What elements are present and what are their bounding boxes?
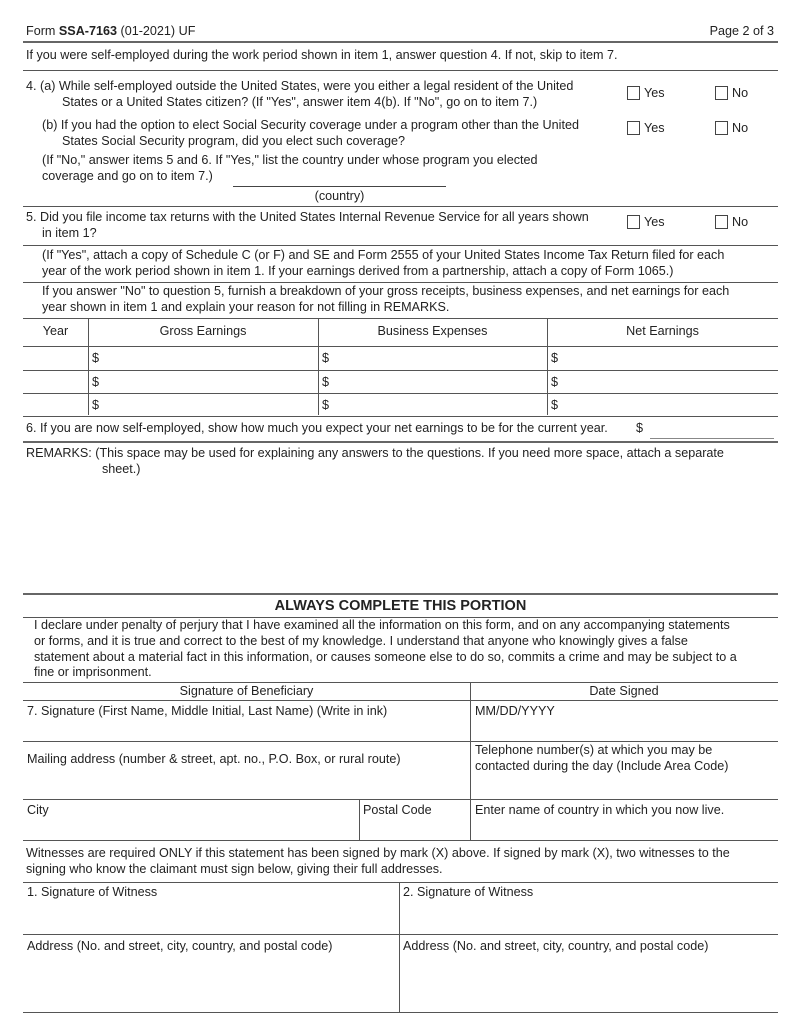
checkbox-icon[interactable] xyxy=(715,215,728,229)
mailing-address-input[interactable] xyxy=(24,770,468,798)
checkbox-icon[interactable] xyxy=(627,215,640,229)
business-expenses-input-row2[interactable] xyxy=(332,372,545,393)
declaration-line4: fine or imprisonment. xyxy=(34,665,152,679)
declaration-line1: I declare under penalty of perjury that I have examined all the information on this form, and on any accompanying statements xyxy=(34,618,730,632)
q4-note-line2: coverage and go on to item 7.) xyxy=(42,169,213,183)
divider xyxy=(23,282,778,283)
expected-net-earnings-input[interactable] xyxy=(650,420,774,439)
divider xyxy=(23,1012,778,1013)
divider xyxy=(23,245,778,246)
witness1-address-label: Address (No. and street, city, country, and postal code) xyxy=(27,939,333,953)
q4-note-line1: (If "No," answer items 5 and 6. If "Yes," list the country under whose program you elected xyxy=(42,153,538,167)
witness2-signature-input[interactable] xyxy=(401,902,776,933)
divider xyxy=(23,882,778,883)
yes-label: Yes xyxy=(644,86,665,100)
yes-label: Yes xyxy=(644,215,665,229)
q4b-text-line2: States Social Security program, did you elect such coverage? xyxy=(62,134,406,148)
q4a-no-checkbox[interactable] xyxy=(715,86,748,100)
header-year: Year xyxy=(42,324,69,338)
table-top-border xyxy=(23,318,778,319)
page-number: Page 2 of 3 xyxy=(709,24,774,38)
section-title: ALWAYS COMPLETE THIS PORTION xyxy=(274,598,527,614)
divider xyxy=(23,799,778,800)
currency-symbol: $ xyxy=(636,421,644,435)
postal-code-input[interactable] xyxy=(361,819,468,839)
year-input-row1[interactable] xyxy=(24,348,87,369)
q5-yes-instruction-line2: year of the work period shown in item 1. If your earnings derived from a partnership, attach a copy of Form 1065.) xyxy=(42,264,674,278)
col-divider xyxy=(399,882,400,1012)
gross-earnings-input-row3[interactable] xyxy=(102,395,316,415)
checkbox-icon[interactable] xyxy=(715,86,728,100)
form-prefix: Form xyxy=(26,24,59,38)
business-expenses-input-row3[interactable] xyxy=(332,395,545,415)
checkbox-icon[interactable] xyxy=(715,121,728,135)
net-earnings-input-row3[interactable] xyxy=(561,395,776,415)
header-gross-earnings: Gross Earnings xyxy=(159,324,247,338)
witness-instruction-line2: signing who know the claimant must sign below, giving their full addresses. xyxy=(26,862,443,876)
currency-symbol: $ xyxy=(322,375,330,389)
form-revision: (01-2021) UF xyxy=(117,24,196,38)
year-input-row3[interactable] xyxy=(24,395,87,415)
currency-symbol: $ xyxy=(322,398,330,412)
form-identifier xyxy=(26,24,195,40)
divider xyxy=(23,206,778,207)
currency-symbol: $ xyxy=(322,351,330,365)
yes-label: Yes xyxy=(644,121,665,135)
divider xyxy=(23,593,778,595)
business-expenses-input-row1[interactable] xyxy=(332,348,545,369)
witness-instruction-line1: Witnesses are required ONLY if this statement has been signed by mark (X) above. If signed by mark (X), two witnesses to the xyxy=(26,846,730,860)
remarks-label-line1: REMARKS: (This space may be used for explaining any answers to the questions. If you need more space, attach a separate xyxy=(26,446,724,460)
witness2-address-label: Address (No. and street, city, country, and postal code) xyxy=(403,939,709,953)
gross-earnings-input-row1[interactable] xyxy=(102,348,316,369)
country-input[interactable] xyxy=(233,170,446,187)
country-label: (country) xyxy=(314,189,365,203)
currency-symbol: $ xyxy=(92,351,100,365)
table-row-divider xyxy=(23,370,778,371)
checkbox-icon[interactable] xyxy=(627,121,640,135)
currency-symbol: $ xyxy=(551,351,559,365)
col-divider xyxy=(470,682,471,840)
date-placeholder: MM/DD/YYYY xyxy=(475,704,555,718)
intro-instruction: If you were self-employed during the work period shown in item 1, answer question 4. If not, skip to item 7. xyxy=(26,48,618,62)
q6-text: 6. If you are now self-employed, show how much you expect your net earnings to be for the current year. xyxy=(26,421,608,435)
currency-symbol: $ xyxy=(551,398,559,412)
gross-earnings-input-row2[interactable] xyxy=(102,372,316,393)
witness2-signature-label: 2. Signature of Witness xyxy=(403,885,534,899)
q4b-yes-checkbox[interactable] xyxy=(627,121,665,135)
divider xyxy=(23,741,778,742)
col-divider xyxy=(359,799,360,840)
q5-text-line2: in item 1? xyxy=(42,226,97,240)
checkbox-icon[interactable] xyxy=(627,86,640,100)
table-bottom-border xyxy=(23,416,778,417)
date-signed-input[interactable] xyxy=(472,720,776,740)
date-header: Date Signed xyxy=(589,684,659,698)
q5-text-line1: 5. Did you file income tax returns with the United States Internal Revenue Service for all years shown xyxy=(26,210,589,224)
divider xyxy=(23,682,778,683)
header-business-expenses: Business Expenses xyxy=(377,324,488,338)
year-input-row2[interactable] xyxy=(24,372,87,393)
q5-yes-instruction-line1: (If "Yes", attach a copy of Schedule C (or F) and SE and Form 2555 of your United States Income Tax Return filed for each xyxy=(42,248,725,262)
witness1-address-input[interactable] xyxy=(24,956,397,1011)
telephone-input[interactable] xyxy=(472,777,776,798)
q4b-no-checkbox[interactable] xyxy=(715,121,748,135)
divider xyxy=(23,700,778,701)
witness1-signature-label: 1. Signature of Witness xyxy=(27,885,158,899)
q5-yes-checkbox[interactable] xyxy=(627,215,665,229)
declaration-line2: or forms, and it is true and correct to the best of my knowledge. I understand that anyone who knowingly gives a false xyxy=(34,634,688,648)
q5-no-instruction-line2: year shown in item 1 and explain your reason for not filling in REMARKS. xyxy=(42,300,450,314)
signature-header: Signature of Beneficiary xyxy=(179,684,314,698)
currency-symbol: $ xyxy=(92,375,100,389)
telephone-label-line2: contacted during the day (Include Area Code) xyxy=(475,759,729,773)
telephone-label-line1: Telephone number(s) at which you may be xyxy=(475,743,713,757)
q4a-text-line1: 4. (a) While self-employed outside the United States, were you either a legal resident of the United xyxy=(26,79,574,93)
table-row-divider xyxy=(23,346,778,347)
no-label: No xyxy=(732,215,749,229)
signature-label: 7. Signature (First Name, Middle Initial, Last Name) (Write in ink) xyxy=(27,704,388,718)
city-input[interactable] xyxy=(24,819,357,839)
remarks-label-line2: sheet.) xyxy=(102,462,141,476)
q5-no-checkbox[interactable] xyxy=(715,215,748,229)
divider xyxy=(23,441,778,443)
witness2-address-input[interactable] xyxy=(401,956,776,1011)
currency-symbol: $ xyxy=(551,375,559,389)
postal-code-label: Postal Code xyxy=(363,803,432,817)
no-label: No xyxy=(732,86,749,100)
net-earnings-input-row2[interactable] xyxy=(561,372,776,393)
country-of-residence-label: Enter name of country in which you now live. xyxy=(475,803,725,817)
header-net-earnings: Net Earnings xyxy=(626,324,699,338)
divider xyxy=(23,41,778,43)
q4a-text-line2: States or a United States citizen? (If "Yes", answer item 4(b). If "No", go on to item 7.) xyxy=(62,95,538,109)
currency-symbol: $ xyxy=(92,398,100,412)
country-of-residence-input[interactable] xyxy=(472,819,776,839)
city-label: City xyxy=(27,803,49,817)
no-label: No xyxy=(732,121,749,135)
divider xyxy=(23,840,778,841)
form-number: SSA-7163 xyxy=(58,24,117,38)
declaration-line3: statement about a material fact in this information, or causes someone else to do so, commits a crime and may be subject to a xyxy=(34,650,737,664)
divider xyxy=(23,934,778,935)
divider xyxy=(23,70,778,71)
net-earnings-input-row1[interactable] xyxy=(561,348,776,369)
table-row-divider xyxy=(23,393,778,394)
q4a-yes-checkbox[interactable] xyxy=(627,86,665,100)
signature-input[interactable] xyxy=(24,720,468,740)
q5-no-instruction-line1: If you answer "No" to question 5, furnish a breakdown of your gross receipts, business expenses, and net earnings for each xyxy=(42,284,730,298)
q4b-text-line1: (b) If you had the option to elect Social Security coverage under a program other than the United xyxy=(42,118,579,132)
remarks-textarea[interactable] xyxy=(24,480,776,590)
mailing-address-label: Mailing address (number & street, apt. no., P.O. Box, or rural route) xyxy=(27,752,401,766)
witness1-signature-input[interactable] xyxy=(24,902,397,933)
